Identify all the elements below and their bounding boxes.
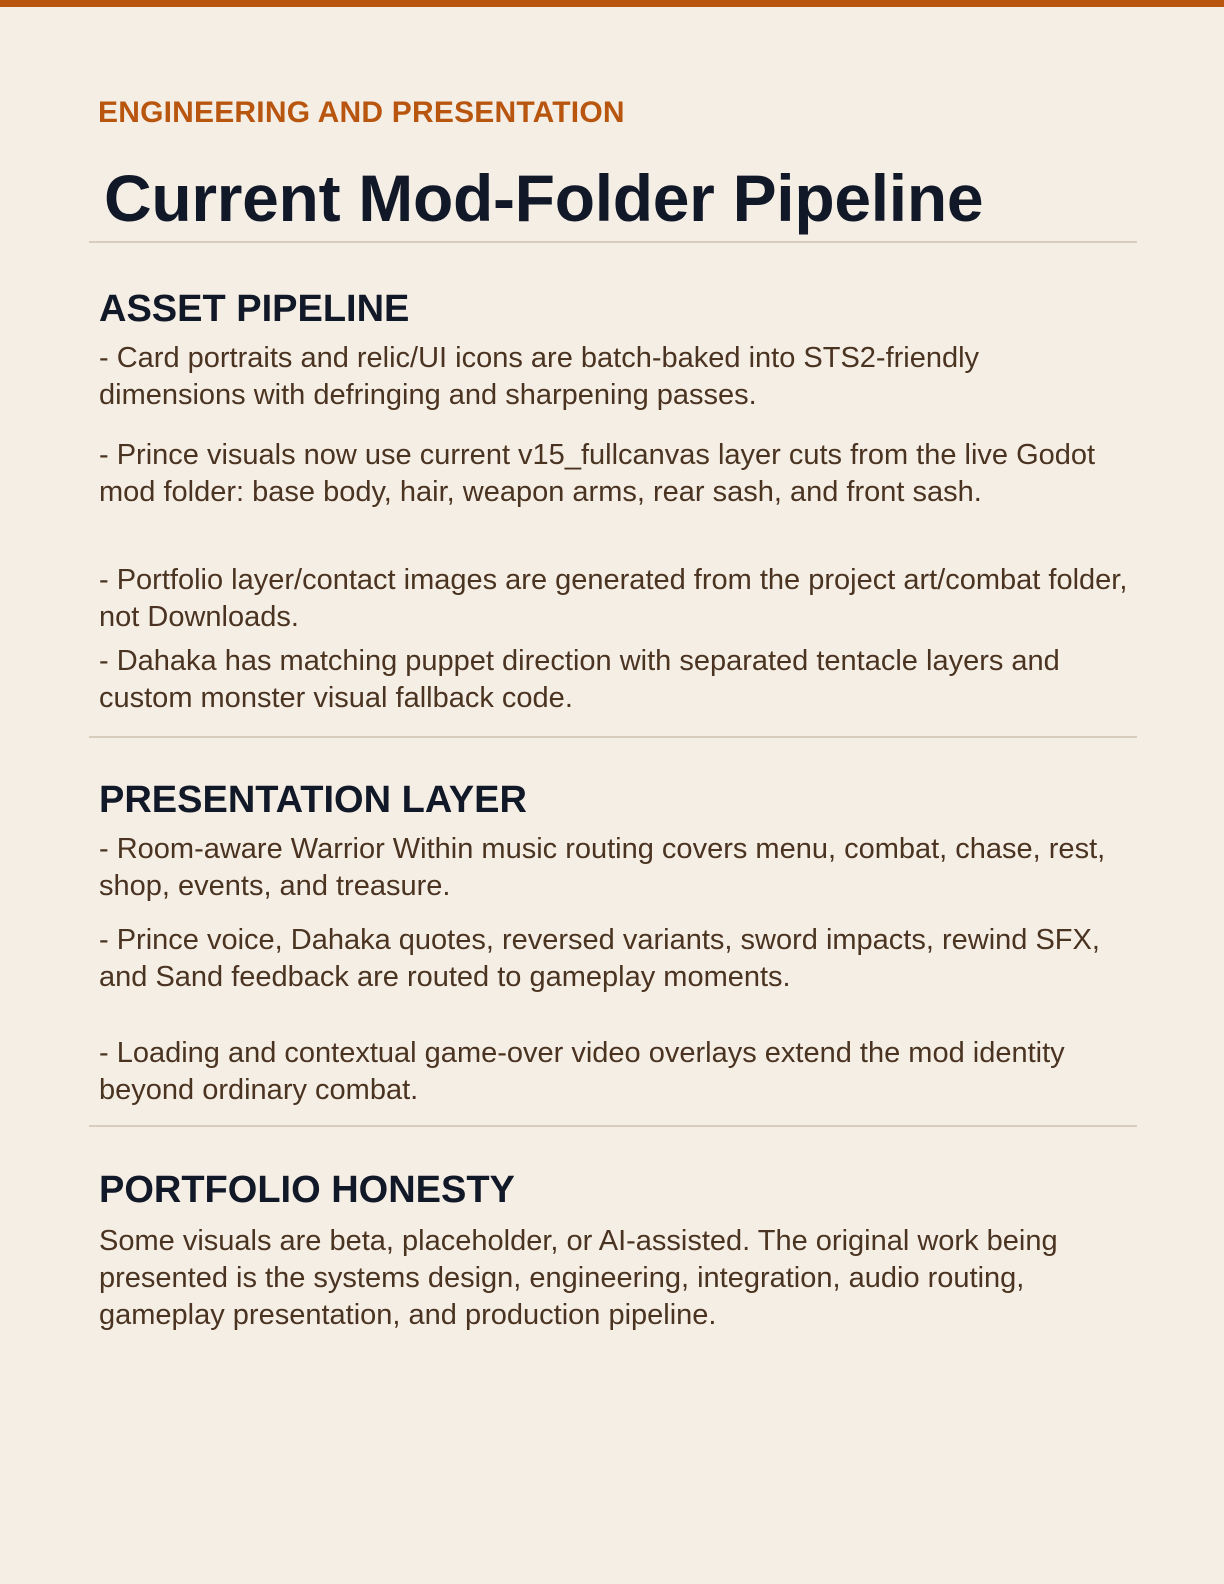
list-item: - Loading and contextual game-over video overlays extend the mod identity beyond ordinary combat.: [99, 1037, 1065, 1106]
list-item: - Portfolio layer/contact images are generated from the project art/combat folder, not Downloads.: [99, 564, 1128, 633]
section-divider: [89, 1125, 1137, 1127]
list-item: - Room-aware Warrior Within music routing covers menu, combat, chase, rest, shop, events, and treasure.: [99, 833, 1106, 902]
section-heading-asset-pipeline: ASSET PIPELINE: [99, 288, 410, 330]
list-item: - Prince visuals now use current v15_fullcanvas layer cuts from the live Godot mod folder: base body, hair, weapon arms, rear sash, and front sash.: [99, 439, 1096, 508]
honesty-paragraph: Some visuals are beta, placeholder, or AI-assisted. The original work being presented is the systems design, engineering, integration, audio routing, gameplay presentation, and production pipeline.: [99, 1225, 1058, 1331]
section-heading-presentation-layer: PRESENTATION LAYER: [99, 779, 527, 821]
section-divider: [89, 736, 1137, 738]
title-divider: [89, 241, 1137, 243]
list-item: - Dahaka has matching puppet direction with separated tentacle layers and custom monster visual fallback code.: [99, 645, 1060, 714]
section-heading-portfolio-honesty: PORTFOLIO HONESTY: [99, 1169, 515, 1211]
list-item: - Card portraits and relic/UI icons are batch-baked into STS2-friendly dimensions with defringing and sharpening passes.: [99, 342, 980, 411]
list-item: - Prince voice, Dahaka quotes, reversed variants, sword impacts, rewind SFX, and Sand feedback are routed to gameplay moments.: [99, 924, 1100, 993]
section-eyebrow: ENGINEERING AND PRESENTATION: [98, 96, 625, 129]
page-title: Current Mod-Folder Pipeline: [104, 161, 984, 235]
top-accent-bar: [0, 0, 1224, 7]
